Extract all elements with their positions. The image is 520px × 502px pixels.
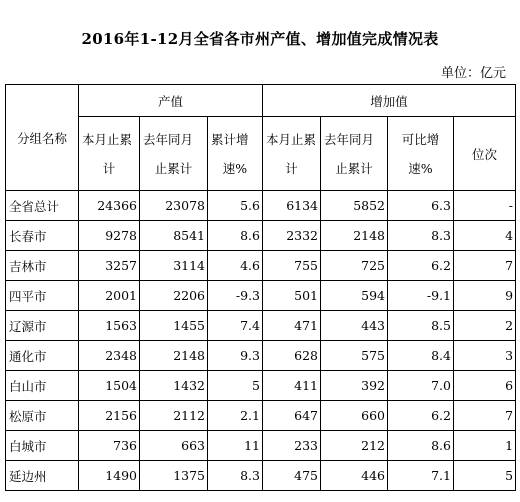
added-cumulative-header-2: 计 — [263, 153, 321, 191]
output-growth-cell: -9.3 — [208, 281, 263, 311]
added-cumulative-cell: 411 — [263, 371, 321, 401]
region-name-cell: 吉林市 — [6, 251, 79, 281]
output-growth-cell: 9.3 — [208, 341, 263, 371]
rank-cell: 7 — [454, 251, 516, 281]
added-cumulative-cell: 475 — [263, 461, 321, 491]
table-row — [6, 191, 516, 221]
table-row — [6, 431, 516, 461]
region-name-cell: 辽源市 — [6, 311, 79, 341]
output-last-year-cell: 2112 — [140, 401, 208, 431]
output-cumulative-cell: 3257 — [79, 251, 140, 281]
output-last-year-cell: 2206 — [140, 281, 208, 311]
unit-label: 单位：亿元 — [440, 66, 506, 81]
table-row — [6, 341, 516, 371]
output-last-year-header-2: 止累计 — [140, 153, 208, 191]
region-name-cell: 四平市 — [6, 281, 79, 311]
rank-cell: - — [454, 191, 516, 221]
added-last-year-cell: 660 — [321, 401, 388, 431]
output-growth-header: 累计增 — [208, 117, 263, 154]
rank-cell: 7 — [454, 401, 516, 431]
table-row — [6, 281, 516, 311]
region-name-cell: 延边州 — [6, 461, 79, 491]
added-last-year-cell: 2148 — [321, 221, 388, 251]
rank-cell: 4 — [454, 221, 516, 251]
region-name-cell: 白城市 — [6, 431, 79, 461]
table-row — [6, 221, 516, 251]
output-last-year-cell: 23078 — [140, 191, 208, 221]
added-growth-header-2: 速% — [388, 153, 454, 191]
added-cumulative-header: 本月止累 — [263, 117, 321, 154]
output-last-year-cell: 663 — [140, 431, 208, 461]
table-row — [6, 401, 516, 431]
added-cumulative-cell: 647 — [263, 401, 321, 431]
output-cumulative-cell: 2156 — [79, 401, 140, 431]
added-cumulative-cell: 2332 — [263, 221, 321, 251]
output-table — [5, 84, 516, 491]
added-last-year-cell: 446 — [321, 461, 388, 491]
output-growth-cell: 8.3 — [208, 461, 263, 491]
output-cumulative-cell: 1504 — [79, 371, 140, 401]
table-row — [6, 461, 516, 491]
added-last-year-cell: 5852 — [321, 191, 388, 221]
rank-header: 位次 — [454, 117, 516, 191]
added-growth-cell: 8.5 — [388, 311, 454, 341]
region-name-cell: 通化市 — [6, 341, 79, 371]
output-growth-cell: 8.6 — [208, 221, 263, 251]
added-growth-cell: 6.3 — [388, 191, 454, 221]
output-growth-cell: 7.4 — [208, 311, 263, 341]
added-growth-cell: -9.1 — [388, 281, 454, 311]
rank-cell: 3 — [454, 341, 516, 371]
region-name-cell: 长春市 — [6, 221, 79, 251]
output-last-year-cell: 3114 — [140, 251, 208, 281]
added-growth-cell: 8.3 — [388, 221, 454, 251]
table-row — [6, 311, 516, 341]
output-cumulative-header: 本月止累 — [79, 117, 140, 154]
output-cumulative-cell: 9278 — [79, 221, 140, 251]
added-cumulative-cell: 233 — [263, 431, 321, 461]
rank-cell: 6 — [454, 371, 516, 401]
added-growth-cell: 6.2 — [388, 401, 454, 431]
output-growth-cell: 2.1 — [208, 401, 263, 431]
output-growth-header-2: 速% — [208, 153, 263, 191]
added-growth-cell: 8.6 — [388, 431, 454, 461]
added-growth-cell: 7.1 — [388, 461, 454, 491]
output-cumulative-cell: 1563 — [79, 311, 140, 341]
table-row — [6, 371, 516, 401]
added-cumulative-cell: 755 — [263, 251, 321, 281]
output-last-year-header: 去年同月 — [140, 117, 208, 154]
added-growth-header: 可比增 — [388, 117, 454, 154]
added-growth-cell: 8.4 — [388, 341, 454, 371]
rank-cell: 5 — [454, 461, 516, 491]
added-last-year-header-2: 止累计 — [321, 153, 388, 191]
added-cumulative-cell: 471 — [263, 311, 321, 341]
added-growth-cell: 7.0 — [388, 371, 454, 401]
output-growth-cell: 11 — [208, 431, 263, 461]
output-last-year-cell: 2148 — [140, 341, 208, 371]
added-value-header: 增加值 — [263, 85, 516, 117]
output-last-year-cell: 1455 — [140, 311, 208, 341]
added-cumulative-cell: 628 — [263, 341, 321, 371]
region-name-cell: 白山市 — [6, 371, 79, 401]
rank-cell: 1 — [454, 431, 516, 461]
output-growth-cell: 5 — [208, 371, 263, 401]
added-last-year-header: 去年同月 — [321, 117, 388, 154]
added-last-year-cell: 443 — [321, 311, 388, 341]
table-row — [6, 251, 516, 281]
rank-cell: 9 — [454, 281, 516, 311]
added-last-year-cell: 725 — [321, 251, 388, 281]
output-header: 产值 — [79, 85, 263, 117]
output-last-year-cell: 8541 — [140, 221, 208, 251]
added-last-year-cell: 575 — [321, 341, 388, 371]
added-last-year-cell: 392 — [321, 371, 388, 401]
table-body — [6, 191, 516, 491]
added-growth-cell: 6.2 — [388, 251, 454, 281]
rank-cell: 2 — [454, 311, 516, 341]
region-name-cell: 全省总计 — [6, 191, 79, 221]
output-growth-cell: 4.6 — [208, 251, 263, 281]
output-growth-cell: 5.6 — [208, 191, 263, 221]
output-cumulative-cell: 2348 — [79, 341, 140, 371]
table-title: 2016年1-12月全省各市州产值、增加值完成情况表 — [81, 30, 439, 48]
added-last-year-cell: 594 — [321, 281, 388, 311]
output-cumulative-cell: 1490 — [79, 461, 140, 491]
output-cumulative-cell: 24366 — [79, 191, 140, 221]
output-last-year-cell: 1432 — [140, 371, 208, 401]
added-cumulative-cell: 501 — [263, 281, 321, 311]
group-name-header: 分组名称 — [6, 85, 79, 191]
output-cumulative-header-2: 计 — [79, 153, 140, 191]
output-cumulative-cell: 736 — [79, 431, 140, 461]
added-last-year-cell: 212 — [321, 431, 388, 461]
added-cumulative-cell: 6134 — [263, 191, 321, 221]
output-cumulative-cell: 2001 — [79, 281, 140, 311]
region-name-cell: 松原市 — [6, 401, 79, 431]
output-last-year-cell: 1375 — [140, 461, 208, 491]
